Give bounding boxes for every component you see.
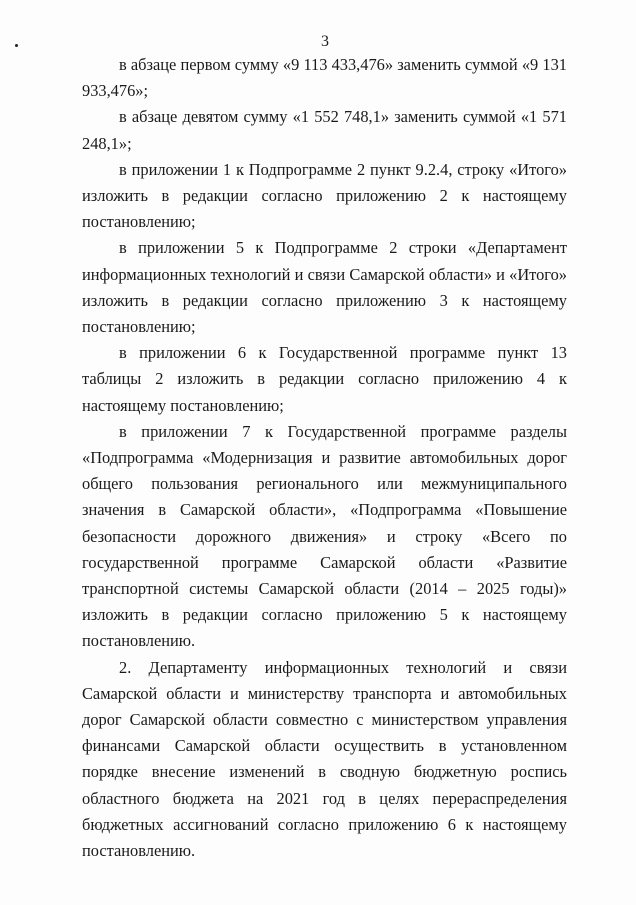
paragraph-amend-first-paragraph-sum: в абзаце первом сумму «9 113 433,476» заменить суммой «9 131 933,476»; [82, 55, 567, 101]
paragraph-item-2-budget-changes: 2. Департаменту информационных технологий и связи Самарской области и министерству транспорта и автомобильных дорог Самарской области совместно с министерством управления финансами Самарской области осуществить в установленном порядке внесение изменений в сводную бюджетную роспись областного бюджета на 2021 год в целях перераспределения бюджетных ассигнований согласно приложению 6 к настоящему постановлению. [82, 657, 567, 861]
paragraph-appendix-5-subprogram-2: в приложении 5 к Подпрограмме 2 строки «Департамент информационных технологий и связи Самарской области» и «Итого» изложить в редакции согласно приложению 3 к настоящему постановлению; [82, 238, 567, 337]
paragraph-appendix-7-state-program: в приложении 7 к Государственной программе разделы «Подпрограмма «Модернизация и развитие автомобильных дорог общего пользования регионального или межмуниципального значения в Самарской области», «Подпрограмма «Повышение безопасности дорожного движения» и строку «Всего по государственной программе Самарской области «Развитие транспортной системы Самарской области (2014 – 2025 годы)» изложить в редакции согласно приложению 5 к настоящему постановлению. [82, 421, 567, 651]
document-body [82, 52, 567, 864]
paragraph-amend-ninth-paragraph-sum: в абзаце девятом сумму «1 552 748,1» заменить суммой «1 571 248,1»; [82, 107, 567, 153]
page-number: 3 [321, 33, 329, 50]
paragraph-appendix-6-state-program: в приложении 6 к Государственной программе пункт 13 таблицы 2 изложить в редакции согласно приложению 4 к настоящему постановлению; [82, 343, 567, 415]
paragraph-appendix-1-subprogram-2: в приложении 1 к Подпрограмме 2 пункт 9.2.4, строку «Итого» изложить в редакции согласно приложению 2 к настоящему постановлению; [82, 159, 567, 232]
